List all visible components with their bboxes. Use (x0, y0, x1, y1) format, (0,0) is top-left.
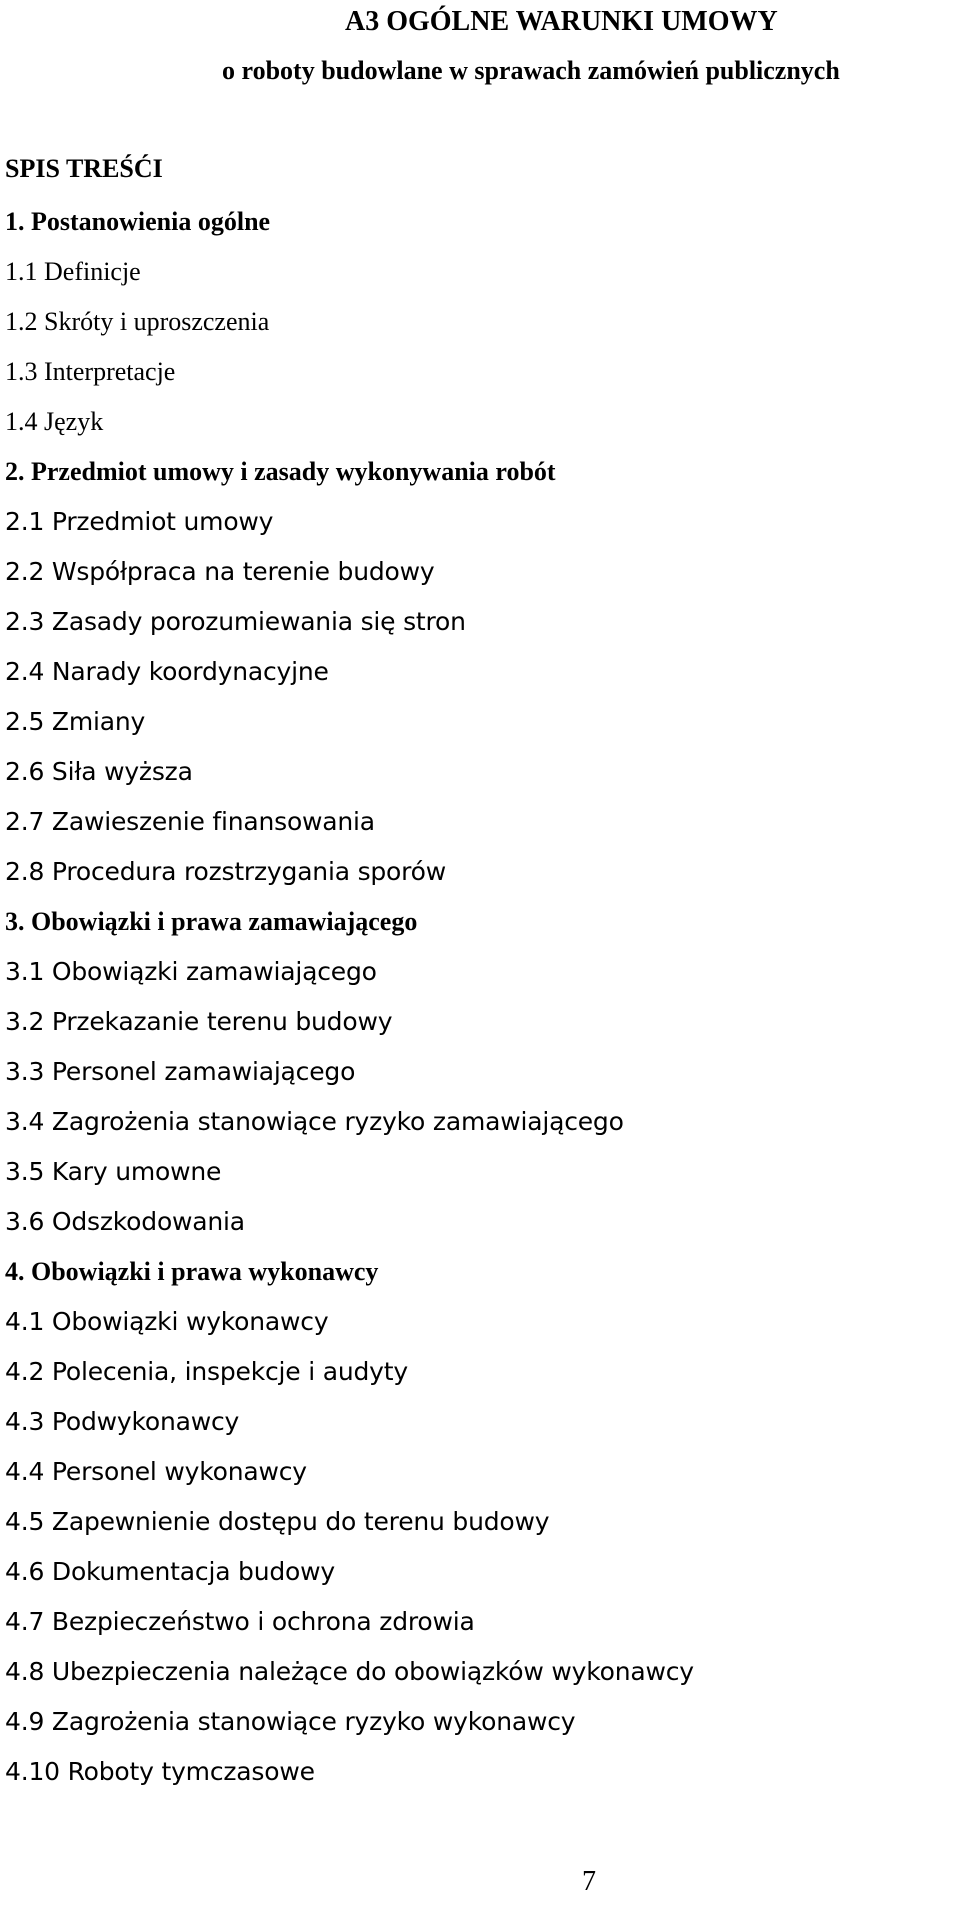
toc-subsection-entry: 1.1 Definicje (5, 257, 141, 286)
toc-subsection-entry: 4.7 Bezpieczeństwo i ochrona zdrowia (5, 1607, 475, 1636)
toc-subsection-entry: 2.7 Zawieszenie finansowania (5, 807, 375, 836)
toc-section-entry: 4. Obowiązki i prawa wykonawcy (5, 1257, 379, 1286)
toc-subsection-entry: 1.3 Interpretacje (5, 357, 176, 386)
toc-subsection-entry: 4.1 Obowiązki wykonawcy (5, 1307, 329, 1336)
toc-subsection-entry: 3.6 Odszkodowania (5, 1207, 245, 1236)
toc-subsection-entry: 2.1 Przedmiot umowy (5, 507, 274, 536)
toc-subsection-entry: 4.3 Podwykonawcy (5, 1407, 240, 1436)
toc-subsection-entry: 4.2 Polecenia, inspekcje i audyty (5, 1357, 408, 1386)
toc-section-entry: 3. Obowiązki i prawa zamawiającego (5, 907, 418, 936)
toc-subsection-entry: 4.4 Personel wykonawcy (5, 1457, 307, 1486)
toc-subsection-entry: 4.9 Zagrożenia stanowiące ryzyko wykonawcy (5, 1707, 576, 1736)
toc-subsection-entry: 2.8 Procedura rozstrzygania sporów (5, 857, 447, 886)
toc-subsection-entry: 2.5 Zmiany (5, 707, 146, 736)
document-subtitle: o roboty budowlane w sprawach zamówień publicznych (222, 56, 840, 85)
toc-subsection-entry: 4.10 Roboty tymczasowe (5, 1757, 315, 1786)
toc-section-entry: 1. Postanowienia ogólne (5, 207, 271, 236)
toc-subsection-entry: 3.4 Zagrożenia stanowiące ryzyko zamawiającego (5, 1107, 624, 1136)
toc-section-entry: 2. Przedmiot umowy i zasady wykonywania robót (5, 457, 556, 486)
toc-subsection-entry: 4.5 Zapewnienie dostępu do terenu budowy (5, 1507, 550, 1536)
toc-subsection-entry: 1.4 Język (5, 407, 104, 436)
toc-subsection-entry: 3.5 Kary umowne (5, 1157, 222, 1186)
toc-subsection-entry: 1.2 Skróty i uproszczenia (5, 307, 270, 336)
page-number: 7 (582, 1866, 596, 1897)
toc-subsection-entry: 2.2 Współpraca na terenie budowy (5, 557, 435, 586)
toc-heading: SPIS TREŚĆI (5, 154, 163, 183)
table-of-contents (5, 204, 694, 1804)
toc-subsection-entry: 3.1 Obowiązki zamawiającego (5, 957, 377, 986)
toc-subsection-entry: 2.4 Narady koordynacyjne (5, 657, 329, 686)
toc-subsection-entry: 3.3 Personel zamawiającego (5, 1057, 356, 1086)
toc-subsection-entry: 2.6 Siła wyższa (5, 757, 193, 786)
document-title: A3 OGÓLNE WARUNKI UMOWY (345, 6, 778, 37)
toc-subsection-entry: 2.3 Zasady porozumiewania się stron (5, 607, 466, 636)
toc-subsection-entry: 4.6 Dokumentacja budowy (5, 1557, 335, 1586)
toc-subsection-entry: 4.8 Ubezpieczenia należące do obowiązków wykonawcy (5, 1657, 694, 1686)
toc-subsection-entry: 3.2 Przekazanie terenu budowy (5, 1007, 393, 1036)
